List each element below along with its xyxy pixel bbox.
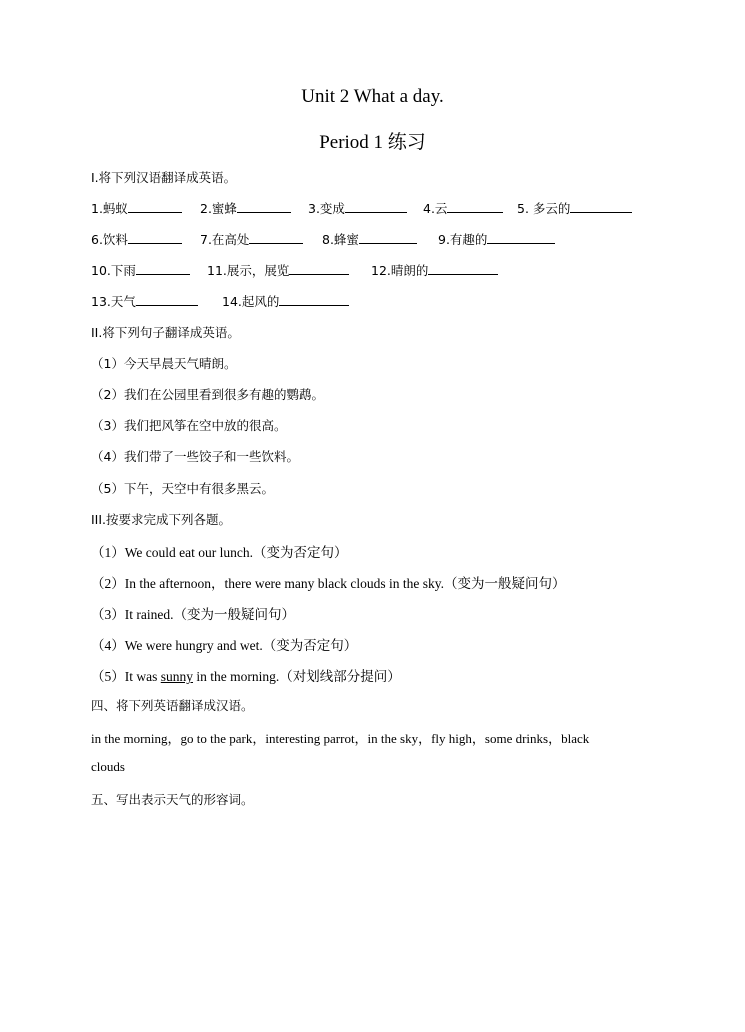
vocab-item: 12.晴朗的	[371, 261, 498, 279]
question-5: （5）It was sunny in the morning.（对划线部分提问）	[91, 669, 401, 684]
answer-blank[interactable]	[487, 231, 555, 244]
answer-blank[interactable]	[237, 200, 291, 213]
answer-blank[interactable]	[249, 231, 303, 244]
question-4: （4）We were hungry and wet.（变为否定句）	[91, 638, 358, 653]
vocab-item: 1.蚂蚁	[91, 199, 182, 217]
vocab-row-1	[0, 199, 745, 217]
vocab-row-2	[0, 230, 745, 248]
section-2-heading: II.将下列句子翻译成英语。	[91, 325, 240, 340]
vocab-item: 5. 多云的	[517, 199, 632, 217]
answer-blank[interactable]	[136, 262, 190, 275]
answer-blank[interactable]	[570, 200, 632, 213]
vocab-item: 4.云	[423, 199, 503, 217]
answer-blank[interactable]	[289, 262, 349, 275]
answer-blank[interactable]	[345, 200, 407, 213]
vocab-item: 9.有趣的	[438, 230, 555, 248]
vocab-item: 13.天气	[91, 292, 198, 310]
section-5-heading: 五、写出表示天气的形容词。	[91, 792, 254, 807]
answer-blank[interactable]	[128, 200, 182, 213]
vocab-row-4	[0, 292, 745, 310]
answer-blank[interactable]	[428, 262, 498, 275]
vocab-item: 10.下雨	[91, 261, 190, 279]
page-title: Unit 2 What a day.	[301, 86, 444, 107]
question-2: （2）In the afternoon，there were many black clouds in the sky.（变为一般疑问句）	[91, 576, 566, 591]
vocab-item: 8.蜂蜜	[322, 230, 417, 248]
vocab-item: 7.在高处	[200, 230, 303, 248]
question-3: （3）It rained.（变为一般疑问句）	[91, 607, 295, 622]
answer-blank[interactable]	[136, 293, 198, 306]
phrase-list-line-2: clouds	[91, 759, 125, 774]
answer-blank[interactable]	[128, 231, 182, 244]
question-1: （1）We could eat our lunch.（变为否定句）	[91, 545, 348, 560]
sentence-item: （5）下午，天空中有很多黑云。	[91, 481, 274, 496]
section-4-heading: 四、将下列英语翻译成汉语。	[91, 698, 254, 713]
sentence-item: （2）我们在公园里看到很多有趣的鹦鹉。	[91, 387, 324, 402]
phrase-list-line-1: in the morning，go to the park，interesting parrot，in the sky，fly high，some drinks，black	[91, 731, 590, 746]
vocab-item: 6.饮料	[91, 230, 182, 248]
vocab-row-3	[0, 261, 745, 279]
section-3-heading: III.按要求完成下列各题。	[91, 512, 232, 527]
sentence-item: （4）我们带了一些饺子和一些饮料。	[91, 449, 299, 464]
vocab-item: 14.起风的	[222, 292, 349, 310]
page-subtitle: Period 1 练习	[319, 132, 426, 153]
vocab-item: 2.蜜蜂	[200, 199, 291, 217]
vocab-item: 3.变成	[308, 199, 407, 217]
answer-blank[interactable]	[359, 231, 417, 244]
vocab-item: 11.展示，展览	[207, 261, 349, 279]
underlined-word: sunny	[160, 669, 194, 684]
sentence-item: （1）今天早晨天气晴朗。	[91, 356, 237, 371]
section-1-heading: I.将下列汉语翻译成英语。	[91, 170, 237, 185]
answer-blank[interactable]	[279, 293, 349, 306]
answer-blank[interactable]	[447, 200, 503, 213]
sentence-item: （3）我们把风筝在空中放的很高。	[91, 418, 287, 433]
